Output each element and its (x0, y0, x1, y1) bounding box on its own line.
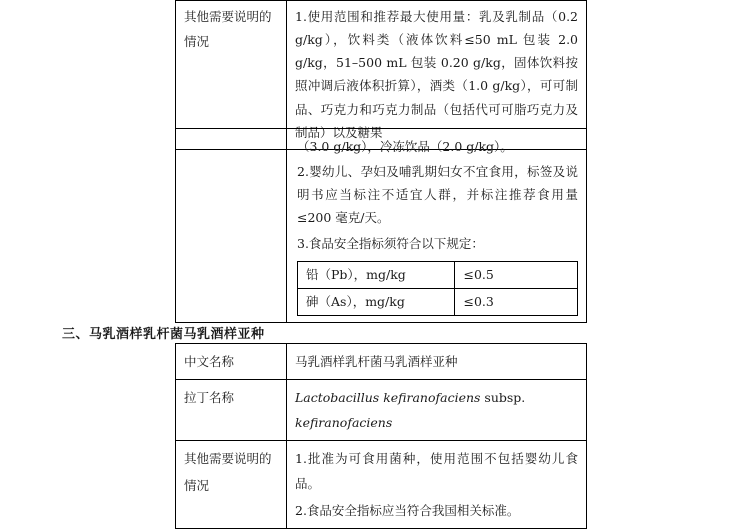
table-row (176, 129, 587, 323)
latin-subsp-marker: subsp. (480, 390, 526, 405)
table-row (176, 441, 587, 529)
label-line-1: 其他需要说明的 (184, 451, 272, 466)
table-notes-continuation (175, 128, 587, 323)
table-safety-indices (297, 261, 578, 316)
cell-value-latin-name (287, 380, 587, 441)
table-row (176, 1, 587, 150)
table-row (298, 261, 578, 288)
label-line-2: 情况 (184, 34, 210, 50)
cell-label-other-notes (176, 441, 287, 529)
species-note-2: 2.食品安全指标应当符合我国相关标准。 (295, 503, 520, 518)
cell-value-other-notes (287, 441, 587, 529)
section-heading: 三、马乳酒样乳杆菌马乳酒样亚种 (62, 327, 265, 342)
cell-label-other-notes (176, 1, 287, 150)
safety-index-name: 砷（As），mg/kg (298, 288, 455, 315)
note-paragraph-2: 2.婴幼儿、孕妇及哺乳期妇女不宜食用，标签及说明书应当标注不适宜人群，并标注推荐食用量≤200 毫克/天。 (297, 164, 578, 226)
cell-label-latin-name: 拉丁名称 (176, 380, 287, 441)
cell-notes-body (287, 129, 587, 323)
species-note-1: 1.批准为可食用菌种，使用范围不包括婴幼儿食品。 (295, 451, 578, 491)
safety-index-value: ≤0.3 (455, 288, 578, 315)
label-line-2: 情况 (184, 478, 210, 493)
latin-genus-species: Lactobacillus kefiranofaciens (295, 390, 481, 405)
cell-value-chinese-name: 马乳酒样乳杆菌马乳酒样亚种 (287, 344, 587, 380)
table-row (176, 344, 587, 380)
table-row (176, 380, 587, 441)
label-line-1: 其他需要说明的 (184, 9, 272, 24)
safety-index-name: 铅（Pb），mg/kg (298, 261, 455, 288)
usage-scope-paragraph: 1.使用范围和推荐最大使用量：乳及乳制品（0.2 g/kg），饮料类（液体饮料≤50 mL 包装 2.0 g/kg，51–500 mL 包装 0.20 g/kg，固体饮料按照冲调后液体积折算），酒类（1.0 g/kg），可可制品、巧克力和巧克力制品（包括代可可脂巧克力及制品）以及糖果 (295, 9, 578, 140)
safety-index-value: ≤0.5 (455, 261, 578, 288)
note-paragraph-3: 3.食品安全指标须符合以下规定： (297, 235, 484, 251)
table-row (298, 288, 578, 315)
cell-usage-scope-text (287, 1, 587, 150)
cell-label-chinese-name: 中文名称 (176, 344, 287, 380)
note-paragraph-1: （3.0 g/kg），冷冻饮品（2.0 g/kg）。 (297, 139, 513, 154)
latin-subspecies: kefiranofaciens (295, 415, 393, 430)
table-species-info (175, 343, 587, 529)
cell-label-empty (176, 129, 287, 323)
